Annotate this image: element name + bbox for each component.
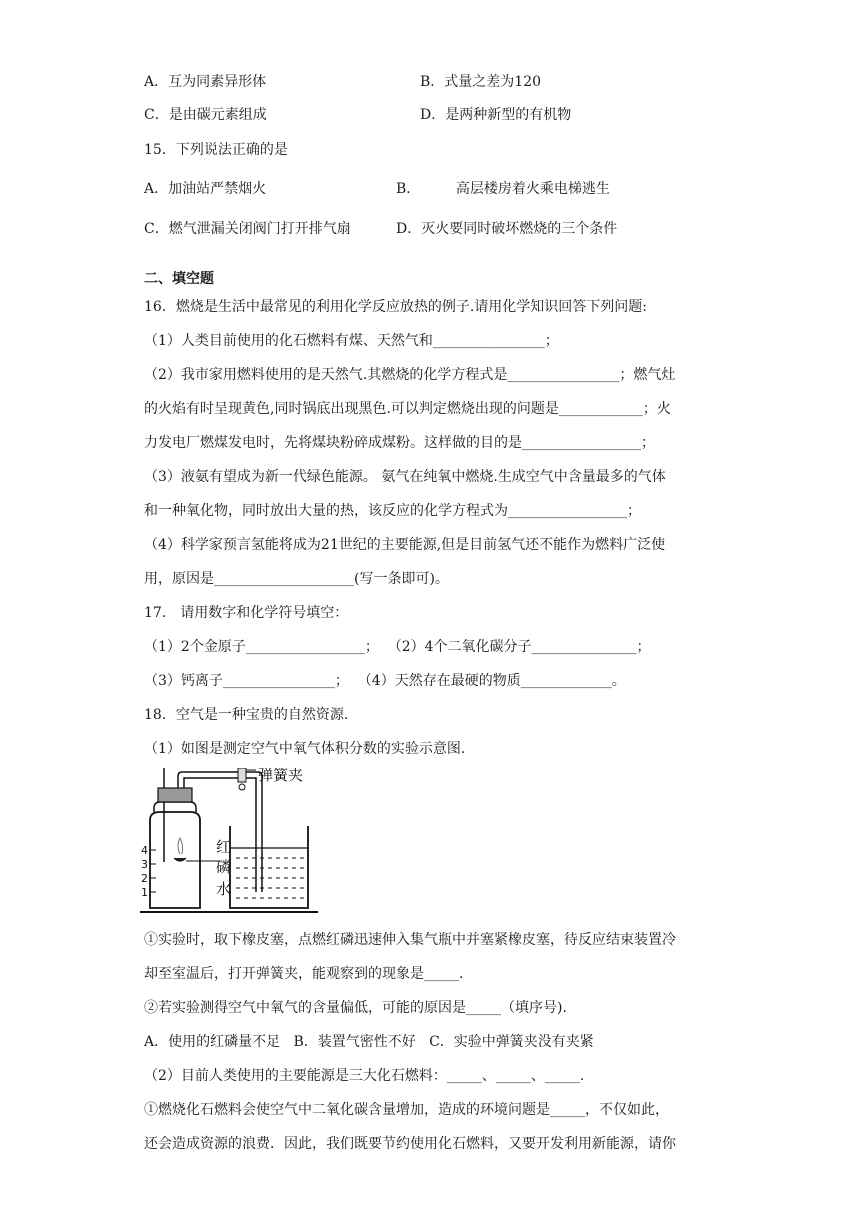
q18-step2: ②若实验测得空气中氧气的含量偏低，可能的原因是_____（填序号). <box>144 1000 567 1016</box>
q16-part2-line2: 的火焰有时呈现黄色,同时锅底出现黑色.可以判定燃烧出现的问题是____________；火 <box>144 401 671 417</box>
q14-option-b: B．式量之差为120 <box>420 74 542 90</box>
q15-option-a: A．加油站严禁烟火 <box>144 181 267 197</box>
scale-label-2: 2 <box>141 872 148 885</box>
clip-label: 弹簧夹 <box>258 768 304 784</box>
scale-label-3: 3 <box>141 858 148 871</box>
q18-step1-line1: ①实验时，取下橡皮塞，点燃红磷迅速伸入集气瓶中并塞紧橡皮塞，待反应结束装置冷 <box>144 932 676 948</box>
q16-part2-line1: （2）我市家用燃料使用的是天然气.其燃烧的化学方程式是________________；燃气灶 <box>144 367 676 383</box>
q18-step2-options: A．使用的红磷量不足 B．装置气密性不好 C．实验中弹簧夹没有夹紧 <box>144 1034 594 1050</box>
q14-option-c: C．是由碳元素组成 <box>144 107 267 123</box>
q16-stem: 16．燃烧是生活中最常见的利用化学反应放热的例子.请用化学知识回答下列问题: <box>144 299 647 315</box>
q14-option-a: A．互为同素异形体 <box>144 74 267 90</box>
q18-part1: （1）如图是测定空气中氧气体积分数的实验示意图. <box>144 741 466 757</box>
q15-option-d: D．灭火要同时破坏燃烧的三个条件 <box>396 221 618 237</box>
phosphorus-label: 磷 <box>216 858 232 876</box>
q15-stem: 15．下列说法正确的是 <box>144 142 288 158</box>
q15-option-c: C．燃气泄漏关闭阀门打开排气扇 <box>144 221 351 237</box>
section-heading-fill-in: 二、填空题 <box>144 271 214 287</box>
q18-step3-line1: ①燃烧化石燃料会使空气中二氧化碳含量增加，造成的环境问题是_____，不仅如此， <box>144 1102 669 1118</box>
q16-part3-line1: （3）液氨有望成为新一代绿色能源。 氨气在纯氧中燃烧.生成空气中含量最多的气体 <box>144 469 666 485</box>
q17-line1: （1）2个金原子_________________； （2）4个二氧化碳分子_______________； <box>144 639 651 655</box>
q14-option-d: D．是两种新型的有机物 <box>420 107 572 123</box>
q16-part2-line3: 力发电厂燃煤发电时，先将煤块粉碎成煤粉。这样做的目的是_________________； <box>144 435 655 451</box>
scale-label-4: 4 <box>141 844 148 857</box>
q16-part1: （1）人类目前使用的化石燃料有煤、天然气和________________； <box>144 333 559 349</box>
q16-part4-line1: （4）科学家预言氢能将成为21世纪的主要能源,但是目前氢气还不能作为燃料广泛使 <box>144 537 666 553</box>
q18-stem: 18．空气是一种宝贵的自然资源. <box>144 707 349 723</box>
q18-step3-line2: 还会造成资源的浪费．因此，我们既要节约使用化石燃料，又要开发利用新能源，请你 <box>144 1136 676 1152</box>
q17-stem: 17． 请用数字和化学符号填空： <box>144 605 349 621</box>
q17-line2: （3）钙离子________________； （4）天然存在最硬的物质_____________。 <box>144 673 626 689</box>
scale-label-1: 1 <box>141 886 148 899</box>
q18-part2: （2）目前人类使用的主要能源是三大化石燃料：_____、_____、_____. <box>144 1068 585 1084</box>
water-label: 水 <box>216 880 232 898</box>
red-label: 红 <box>216 838 232 856</box>
oxygen-experiment-figure <box>140 768 320 918</box>
q16-part4-line2: 用，原因是____________________(写一条即可)。 <box>144 571 449 587</box>
q15-option-b: B． 高层楼房着火乘电梯逃生 <box>396 181 610 197</box>
q18-step1-line2: 却至室温后，打开弹簧夹，能观察到的现象是_____. <box>144 966 464 982</box>
q16-part3-line2: 和一种氧化物，同时放出大量的热，该反应的化学方程式为_________________； <box>144 503 641 519</box>
